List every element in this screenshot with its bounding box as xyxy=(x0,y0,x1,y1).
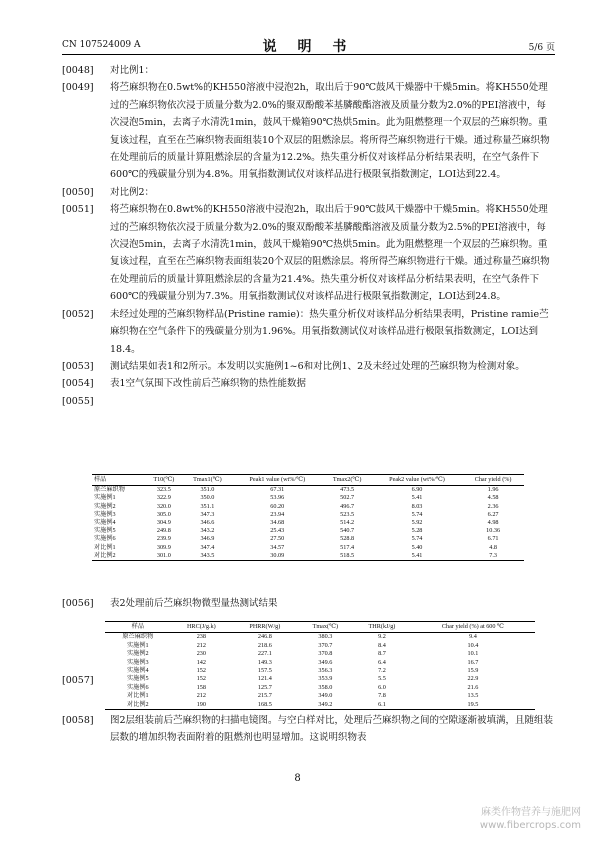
thermal-properties-table xyxy=(92,474,524,561)
table-cell: 540.7 xyxy=(340,527,355,535)
table-cell: 原苎麻织物 xyxy=(122,633,154,641)
paragraph-number: [0058] xyxy=(62,715,94,726)
table-cell: 对比例2 xyxy=(92,552,145,561)
table-cell: 4.8 xyxy=(489,543,497,551)
table-cell: 5.41 xyxy=(411,494,423,502)
table-cell: 349.2 xyxy=(298,701,353,710)
column-header: Tmax1(℃) xyxy=(183,475,232,486)
column-header: Peak1 value (wt%/℃) xyxy=(232,475,322,486)
table-header-row xyxy=(92,475,524,486)
table-cell: 21.6 xyxy=(467,683,479,691)
table-cell: 13.5 xyxy=(467,692,479,700)
table-cell: 301.0 xyxy=(145,552,183,561)
table-cell: 原苎麻织物 xyxy=(94,486,125,494)
paragraph-text xyxy=(110,393,555,410)
table-cell: 6.4 xyxy=(378,658,386,666)
table-cell: 8.4 xyxy=(378,641,386,649)
paragraph-number: [0056] xyxy=(62,598,94,609)
table-cell: 218.6 xyxy=(257,641,272,649)
table-cell: 502.7 xyxy=(340,494,355,502)
table-cell: 5.40 xyxy=(411,543,423,551)
table-cell: 473.5 xyxy=(340,486,355,494)
table-cell: 518.5 xyxy=(322,552,371,561)
table-row xyxy=(92,527,524,535)
paragraph-number: [0050] xyxy=(62,186,94,198)
table-row xyxy=(105,667,535,675)
page-header xyxy=(62,36,555,55)
table-cell: 34.57 xyxy=(270,543,285,551)
column-header: Tmax2(℃) xyxy=(322,475,371,486)
table-cell: 305.0 xyxy=(156,510,171,518)
paragraph xyxy=(62,201,555,305)
table-cell: 6.1 xyxy=(353,701,411,710)
table-cell: 304.9 xyxy=(156,519,171,527)
watermark-line: www.fibercrops.com xyxy=(479,820,581,831)
table-cell: 6.90 xyxy=(411,486,423,494)
paragraph xyxy=(62,375,555,392)
microcalorimetry-table xyxy=(105,621,535,710)
table-cell: 9.4 xyxy=(469,633,477,641)
table-cell: 1.96 xyxy=(487,486,499,494)
table-caption: 表1空气氛围下改性前后苎麻织物的热性能数据 xyxy=(110,378,307,390)
paragraph-number: [0052] xyxy=(62,308,94,320)
table2-caption-block xyxy=(62,595,555,612)
paragraph-number: [0054] xyxy=(62,378,94,390)
table-row xyxy=(105,675,535,683)
table-caption: 表2处理前后苎麻织物微型量热测试结果 xyxy=(110,598,278,609)
table-cell: 370.7 xyxy=(318,641,333,649)
table-cell: 528.8 xyxy=(340,535,355,543)
table-cell: 190 xyxy=(171,701,232,710)
table-cell: 8.7 xyxy=(378,650,386,658)
patent-number: CN 107524009 A xyxy=(62,40,141,50)
table-cell: 9.2 xyxy=(378,633,386,641)
table-cell: 320.0 xyxy=(156,502,171,510)
table-cell: 实施例4 xyxy=(94,519,116,527)
table-cell: 346.6 xyxy=(200,519,215,527)
table-cell: 238 xyxy=(196,633,206,641)
paragraph-number: [0051] xyxy=(62,204,94,216)
table-row xyxy=(105,642,535,650)
paragraph xyxy=(62,712,555,747)
paragraph-text: 将苎麻织物在0.5wt%的KH550溶液中浸泡2h，取出后于90℃鼓风干燥器中干燥5min。将KH550处理过的苎麻织物依次浸于质量分数为2.0%的聚双酚酸苯基膦酸酯溶液及质量分数为2.0%的PEI溶液中，每次浸泡5min，去离子水清洗1min，鼓风干燥箱90℃热烘5min。此为阻燃整理一个双层的苎麻织物。重复该过程，直至在苎麻织物表面组装10个双层的阻燃涂层。将所得苎麻织物进行干燥。通过称量苎麻织物在处理前后的质量计算阻燃涂层的含量为12.2%。热失重分析仪对该样品分析结果表明，在空气条件下600℃的残碳量分别为4.8%。用氧指数测试仪对该样品进行极限氧指数测定，LOI达到22.4。 xyxy=(110,82,550,181)
paragraph xyxy=(62,306,555,358)
table-cell: 30.09 xyxy=(232,552,322,561)
paragraph xyxy=(62,595,555,612)
table-row xyxy=(92,503,524,511)
table-cell: 4.58 xyxy=(487,494,499,502)
paragraph-text: 将苎麻织物在0.8wt%的KH550溶液中浸泡2h，取出后于90℃鼓风干燥器中干燥5min。将KH550处理过的苎麻织物依次浸于质量分数为2.0%的聚双酚酸苯基膦酸酯溶液及质量分数为2.5%的PEI溶液中，每次浸泡5min，去离子水清洗1min，鼓风干燥箱90℃热烘5min。此为阻燃整理一个双层的苎麻织物。重复该过程，直至在苎麻织物表面组装20个双层的阻燃涂层。将所得苎麻织物进行干燥。通过称量苎麻织物在处理前后的质量计算阻燃涂层的含量为21.4%。热失重分析仪对该样品分析结果表明，在空气条件下600℃的残碳量分别为7.3%。用氧指数测试仪对该样品进行极限氧指数测定，LOI达到24.8。 xyxy=(110,204,550,303)
table-cell: 343.5 xyxy=(183,552,232,561)
table-row xyxy=(105,659,535,667)
table-row xyxy=(105,650,535,658)
table-cell: 249.8 xyxy=(156,527,171,535)
table-cell: 5.92 xyxy=(411,519,423,527)
column-header: HRC(J/g.k) xyxy=(171,622,232,633)
table-cell: 实施例2 xyxy=(94,502,116,510)
table-cell: 实施例1 xyxy=(94,494,116,502)
table-cell: 149.3 xyxy=(257,658,272,666)
table-cell: 27.50 xyxy=(270,535,285,543)
table-cell: 对比例1 xyxy=(126,692,149,700)
column-header: PHRR(W/g) xyxy=(232,622,298,633)
table-cell: 6.71 xyxy=(487,535,499,543)
table-cell: 356.3 xyxy=(318,667,333,675)
table-cell: 168.5 xyxy=(232,701,298,710)
table-cell: 158 xyxy=(196,683,206,691)
table-cell: 349.6 xyxy=(318,658,333,666)
table-cell: 347.4 xyxy=(200,543,215,551)
table-cell: 实施例3 xyxy=(126,658,149,666)
table-cell: 实施例4 xyxy=(126,667,149,675)
table-row xyxy=(92,494,524,502)
table-row xyxy=(105,701,535,710)
table-cell: 152 xyxy=(196,675,206,683)
table-row xyxy=(105,684,535,692)
paragraph-text: 未经过处理的苎麻织物样品(Pristine ramie)：热失重分析仪对该样品分析结果表明，Pristine ramie苎麻织物在空气条件下的残碳量分别为1.96%。用氧指数测试仪对该样品进行极限氧指数测定，LOI达到18.4。 xyxy=(110,308,549,355)
table-cell: 496.7 xyxy=(340,502,355,510)
column-header: 样品 xyxy=(92,475,145,486)
table-cell: 67.31 xyxy=(270,486,285,494)
table-row xyxy=(92,486,524,495)
table-cell: 4.98 xyxy=(487,519,499,527)
table-cell: 22.9 xyxy=(467,675,479,683)
table-cell: 350.0 xyxy=(200,494,215,502)
table-cell: 370.8 xyxy=(318,650,333,658)
table-cell: 实施例6 xyxy=(94,535,116,543)
watermark-line: 麻类作物营养与施肥网 xyxy=(481,807,581,818)
table-cell: 实施例3 xyxy=(94,510,116,518)
table-cell: 实施例2 xyxy=(126,650,149,658)
table-cell: 60.20 xyxy=(270,502,285,510)
paragraph-number: [0055] xyxy=(62,395,94,407)
table-cell: 212 xyxy=(196,641,206,649)
table-cell: 15.9 xyxy=(467,667,479,675)
table-cell: 6.27 xyxy=(487,510,499,518)
table-cell: 351.1 xyxy=(200,502,215,510)
table-cell: 34.68 xyxy=(270,519,285,527)
table-cell: 10.1 xyxy=(467,650,479,658)
table-cell: 349.0 xyxy=(318,692,333,700)
table-row xyxy=(92,544,524,552)
table-cell: 6.0 xyxy=(378,683,386,691)
paragraph-text: 测试结果如表1和2所示。本发明以实施例1~6和对比例1、2及未经过处理的苎麻织物为检测对象。 xyxy=(110,360,525,372)
paragraph-text: 图2层组装前后苎麻织物的扫描电镜图。与空白样对比，处理后苎麻织物之间的空隙逐渐被填满，且随组装层数的增加织物表面附着的阻燃剂也明显增加。这说明织物表 xyxy=(110,715,554,744)
table-cell: 152 xyxy=(196,667,206,675)
table-cell: 7.2 xyxy=(378,667,386,675)
table-cell: 514.2 xyxy=(340,519,355,527)
paragraph xyxy=(62,62,555,79)
column-header: THR(kJ/g) xyxy=(353,622,411,633)
table-cell: 215.7 xyxy=(257,692,272,700)
paragraph-text: 对比例2： xyxy=(110,186,155,198)
table-cell: 5.41 xyxy=(372,552,462,561)
table-cell: 523.5 xyxy=(340,510,355,518)
table-cell: 125.7 xyxy=(257,683,272,691)
table-cell: 实施例5 xyxy=(94,527,116,535)
table-cell: 322.9 xyxy=(156,494,171,502)
paragraph xyxy=(62,184,555,201)
table-cell: 309.9 xyxy=(156,543,171,551)
table-cell: 358.0 xyxy=(318,683,333,691)
paragraph xyxy=(62,393,555,410)
table-row xyxy=(92,552,524,561)
table-cell: 对比例1 xyxy=(94,543,116,551)
table-cell: 7.8 xyxy=(378,692,386,700)
paragraph xyxy=(62,358,555,375)
table-cell: 53.96 xyxy=(270,494,285,502)
table-cell: 25.43 xyxy=(270,527,285,535)
table-cell: 353.9 xyxy=(318,675,333,683)
table-cell: 实施例1 xyxy=(126,641,149,649)
column-header: 样品 xyxy=(105,622,171,633)
paragraph-number: [0053] xyxy=(62,360,94,372)
table-row xyxy=(92,511,524,519)
table-cell: 2.36 xyxy=(487,502,499,510)
table-cell: 142 xyxy=(196,658,206,666)
table-cell: 351.0 xyxy=(200,486,215,494)
table-cell: 121.4 xyxy=(257,675,272,683)
page-number: 8 xyxy=(294,773,301,784)
paragraph xyxy=(62,79,555,183)
site-watermark xyxy=(480,806,581,832)
table-cell: 8.03 xyxy=(411,502,423,510)
document-body xyxy=(62,62,555,410)
column-header: Peak2 value (wt%/℃) xyxy=(372,475,462,486)
table-cell: 230 xyxy=(196,650,206,658)
table-row xyxy=(92,519,524,527)
table-cell: 5.74 xyxy=(411,510,423,518)
page-indicator: 5/6 页 xyxy=(528,43,555,53)
table-cell: 16.7 xyxy=(467,658,479,666)
table-cell: 23.94 xyxy=(270,510,285,518)
paragraph-text: 对比例1： xyxy=(110,65,155,76)
table-cell: 380.3 xyxy=(318,633,333,641)
table-header-row xyxy=(105,622,535,633)
paragraph-number: [0048] xyxy=(62,65,94,76)
document-title: 说 明 书 xyxy=(262,39,355,55)
table-cell: 157.5 xyxy=(257,667,272,675)
table-cell: 346.9 xyxy=(200,535,215,543)
table-cell: 实施例5 xyxy=(126,675,149,683)
table-cell: 323.5 xyxy=(156,486,171,494)
table-cell: 343.2 xyxy=(200,527,215,535)
table-cell: 5.5 xyxy=(378,675,386,683)
table-cell: 239.9 xyxy=(156,535,171,543)
column-header: T10(℃) xyxy=(145,475,183,486)
paragraph-number: [0049] xyxy=(62,82,94,94)
table-cell: 246.8 xyxy=(257,633,272,641)
table-cell: 10.4 xyxy=(467,641,479,649)
table-cell: 7.3 xyxy=(462,552,524,561)
table-cell: 10.36 xyxy=(486,527,501,535)
table-cell: 5.74 xyxy=(411,535,423,543)
table-cell: 212 xyxy=(196,692,206,700)
paragraph-number: [0057] xyxy=(62,675,94,686)
table-cell: 517.4 xyxy=(340,543,355,551)
paragraph-58-block xyxy=(62,712,555,747)
table-cell: 5.28 xyxy=(411,527,423,535)
column-header: Char yield (%) at 600 ℃ xyxy=(411,622,535,633)
table-cell: 19.5 xyxy=(411,701,535,710)
table-row xyxy=(92,535,524,543)
table-cell: 对比例2 xyxy=(105,701,171,710)
table-cell: 实施例6 xyxy=(126,683,149,691)
table-cell: 347.3 xyxy=(200,510,215,518)
column-header: Char yield (%) xyxy=(462,475,524,486)
table-row xyxy=(105,692,535,700)
column-header: Tmax(℃) xyxy=(298,622,353,633)
table-row xyxy=(105,633,535,642)
table-cell: 227.1 xyxy=(257,650,272,658)
